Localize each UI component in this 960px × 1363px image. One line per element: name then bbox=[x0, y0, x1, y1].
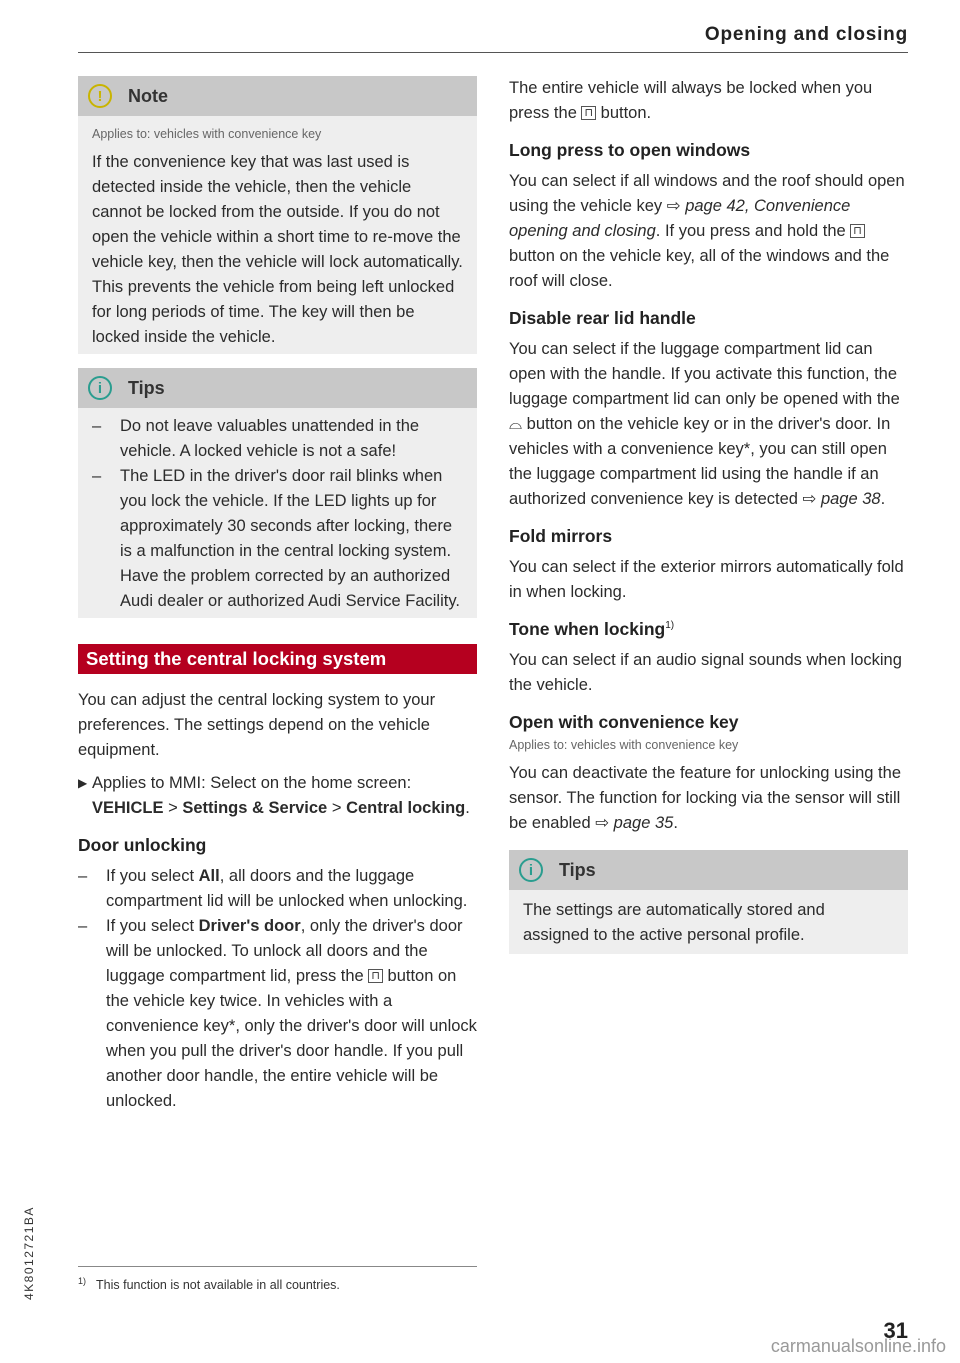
watermark: carmanualsonline.info bbox=[770, 1336, 946, 1356]
lock-icon: ⊓ bbox=[581, 106, 596, 120]
right-column bbox=[509, 76, 908, 954]
open-convenience-heading: Open with convenience key bbox=[509, 712, 739, 732]
fold-mirrors-heading: Fold mirrors bbox=[509, 526, 613, 546]
section-title: Setting the central locking system bbox=[78, 644, 477, 674]
tips-heading: Tips bbox=[128, 377, 165, 398]
exclamation-circle-icon: ! bbox=[88, 84, 112, 108]
rear-lid-text: You can select if the luggage compartment lid can open with the handle. If you activate this function, the luggage compartment lid can only be opened with the ⌓ button on the vehicle key or in the driver's door. In vehicles with a convenience key*, you can still open the luggage compartment lid using the handle if an authorized convenience key is detected ⇨ page 38. bbox=[509, 340, 900, 508]
footnote-divider bbox=[78, 1266, 477, 1267]
long-press-text: You can select if all windows and the roof should open using the vehicle key ⇨ page 42, Convenience opening and closing. If you press and hold the ⊓ button on the vehicle key, all of the windows and the roof will close. bbox=[509, 172, 905, 290]
left-column bbox=[78, 76, 477, 1114]
tips-item: – Do not leave valuables unattended in the vehicle. A locked vehicle is not a safe! bbox=[92, 414, 463, 464]
arrow-right-icon: ▶ bbox=[78, 776, 88, 790]
door-unlocking-item: – If you select All, all doors and the luggage compartment lid will be unlocked when unlocking. bbox=[78, 864, 477, 914]
open-convenience-applies: Applies to: vehicles with convenience key bbox=[509, 738, 739, 752]
mmi-step: ▶ Applies to MMI: Select on the home screen: VEHICLE > Settings & Service > Central locking. bbox=[78, 771, 477, 821]
tips-text: The settings are automatically stored and assigned to the active personal profile. bbox=[523, 901, 825, 944]
intro-text: You can adjust the central locking system to your preferences. The settings depend on the vehicle equipment. bbox=[78, 691, 436, 759]
page-reference-link[interactable]: ⇨ page 38 bbox=[802, 490, 881, 508]
tips-item: – The LED in the driver's door rail blinks when you lock the vehicle. If the LED lights up for approximately 30 seconds after locking, there is a malfunction in the central locking system. Have the problem corrected by an authorized Audi dealer or authorized Audi Service Facility. bbox=[92, 464, 463, 614]
long-press-heading: Long press to open windows bbox=[509, 140, 751, 160]
tips-box-header bbox=[78, 368, 477, 408]
door-unlocking-item: – If you select Driver's door, only the driver's door will be unlocked. To unlock all doors and the luggage compartment lid, press the ⊓ button on the vehicle key twice. In vehicles with a convenience key*, only the driver's door will unlock when you pull the driver's door handle. If you pull another door handle, the entire vehicle will be unlocked. bbox=[78, 914, 477, 1114]
fold-mirrors-text: You can select if the exterior mirrors automatically fold in when locking. bbox=[509, 558, 904, 601]
tips-heading: Tips bbox=[559, 859, 596, 880]
tips-box-right bbox=[509, 850, 908, 954]
document-code: 4K8012721BA bbox=[22, 1206, 36, 1300]
info-circle-icon: i bbox=[519, 858, 543, 882]
page-reference-link[interactable]: ⇨ page 35 bbox=[595, 814, 674, 832]
page-header-title: Opening and closing bbox=[704, 24, 908, 45]
header-divider bbox=[78, 52, 908, 53]
locking-text: The entire vehicle will always be locked when you press the ⊓ button. bbox=[509, 79, 873, 122]
note-box-header bbox=[78, 76, 477, 116]
info-circle-icon: i bbox=[88, 376, 112, 400]
trunk-icon: ⊓ bbox=[368, 969, 383, 983]
tips-box-header bbox=[509, 850, 908, 890]
rear-lid-heading: Disable rear lid handle bbox=[509, 308, 696, 328]
note-applies: Applies to: vehicles with convenience key bbox=[92, 127, 322, 141]
note-text: If the convenience key that was last used is detected inside the vehicle, then the vehicle cannot be locked from the outside. If you do not open the vehicle within a short time to re-move the vehicle key, then the vehicle will lock automatically. This prevents the vehicle from being left unlocked for long periods of time. The key will then be locked inside the vehicle. bbox=[92, 153, 463, 346]
tone-text: You can select if an audio signal sounds when locking the vehicle. bbox=[509, 651, 902, 694]
tone-heading: Tone when locking$^{1)}$ bbox=[509, 619, 675, 639]
page-number: 31 bbox=[883, 1318, 908, 1343]
trunk-icon: ⌓ bbox=[509, 415, 523, 433]
tips-box bbox=[78, 368, 477, 618]
note-box bbox=[78, 76, 477, 354]
footnote: $^{1)}$ This function is not available in all countries. bbox=[78, 1276, 340, 1293]
note-heading: Note bbox=[128, 85, 168, 106]
page-reference-link[interactable]: ⇨ page 42, Convenience opening and closing bbox=[509, 197, 851, 240]
open-convenience-text: You can deactivate the feature for unlocking using the sensor. The function for locking via the sensor will still be enabled ⇨ page 35. bbox=[509, 764, 901, 832]
lock-icon: ⊓ bbox=[850, 224, 865, 238]
door-unlocking-heading: Door unlocking bbox=[78, 835, 207, 855]
